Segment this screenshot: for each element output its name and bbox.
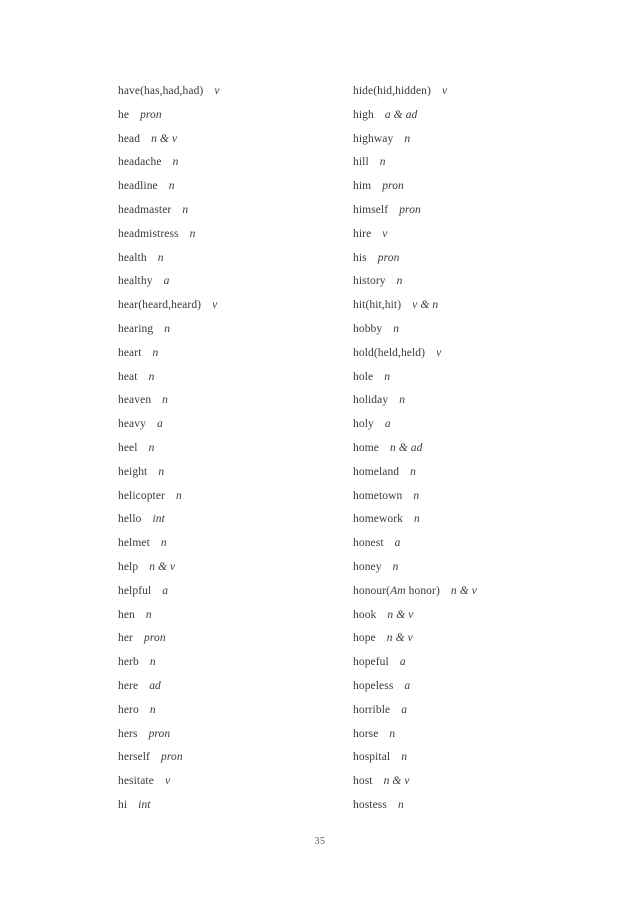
entry-word: hearing xyxy=(118,322,154,335)
word-entry xyxy=(353,175,583,199)
word-entry xyxy=(118,413,348,437)
word-entry xyxy=(353,746,583,770)
entry-pos: a xyxy=(163,275,170,288)
word-entry xyxy=(118,532,348,556)
word-entry xyxy=(118,80,348,104)
entry-pos: n xyxy=(401,751,408,764)
entry-word: holiday xyxy=(353,394,389,407)
entry-word: hello xyxy=(118,513,142,526)
entry-pos: n xyxy=(145,608,152,621)
word-entry xyxy=(118,366,348,390)
entry-word: horrible xyxy=(353,703,391,716)
vocabulary-column-left xyxy=(118,80,348,818)
entry-word: head xyxy=(118,132,141,145)
entry-pos: n xyxy=(162,394,169,407)
entry-word: hospital xyxy=(353,751,391,764)
word-entry xyxy=(118,770,348,794)
word-entry xyxy=(353,294,583,318)
entry-word: hide(hid,hidden) xyxy=(353,85,431,97)
word-entry xyxy=(118,294,348,318)
word-entry xyxy=(118,485,348,509)
entry-word: holy xyxy=(353,418,374,431)
word-entry xyxy=(118,270,348,294)
entry-pos: ad xyxy=(149,679,161,692)
word-entry xyxy=(118,580,348,604)
entry-pos: n xyxy=(168,180,175,193)
word-entry xyxy=(353,627,583,651)
entry-pos: n xyxy=(148,370,155,383)
word-entry xyxy=(118,389,348,413)
entry-word: health xyxy=(118,251,147,264)
entry-pos: n xyxy=(160,537,167,550)
word-entry xyxy=(353,270,583,294)
word-entry xyxy=(353,151,583,175)
entry-word: headache xyxy=(118,156,162,169)
entry-pos: n xyxy=(182,203,189,216)
word-entry xyxy=(353,247,583,271)
word-entry xyxy=(353,342,583,366)
word-entry xyxy=(353,223,583,247)
entry-word: heavy xyxy=(118,418,146,431)
entry-word: honest xyxy=(353,537,384,550)
entry-word: hill xyxy=(353,156,369,169)
word-entry xyxy=(353,80,583,104)
entry-pos: n xyxy=(413,489,420,502)
entry-pos: pron xyxy=(399,203,421,216)
entry-word: headline xyxy=(118,180,158,193)
entry-word: herb xyxy=(118,656,139,669)
word-entry xyxy=(118,128,348,152)
entry-pos: n xyxy=(384,370,391,383)
entry-pos: pron xyxy=(143,632,166,645)
entry-word: hometown xyxy=(353,489,403,502)
entry-pos: a xyxy=(162,584,169,597)
word-entry xyxy=(118,461,348,485)
word-entry xyxy=(118,746,348,770)
entry-pos: n xyxy=(389,727,396,740)
page-number: 35 xyxy=(314,836,326,847)
entry-word: hesitate xyxy=(118,775,154,788)
entry-pos: n xyxy=(189,227,196,240)
entry-pos: a xyxy=(404,679,411,692)
entry-pos: pron xyxy=(382,180,404,193)
entry-word: here xyxy=(118,679,139,692)
entry-word: herself xyxy=(118,751,150,764)
word-entry xyxy=(353,651,583,675)
entry-word: honour(Am honor) xyxy=(353,584,440,597)
word-entry xyxy=(118,651,348,675)
word-entry xyxy=(118,675,348,699)
entry-pos: n & v xyxy=(383,775,410,788)
entry-word: helmet xyxy=(118,537,150,550)
word-entry xyxy=(353,675,583,699)
entry-word: hold(held,held) xyxy=(353,346,426,359)
entry-word: have(has,had,had) xyxy=(118,85,204,97)
entry-word: highway xyxy=(353,132,394,145)
entry-pos: n xyxy=(152,346,159,359)
word-entry xyxy=(118,318,348,342)
word-entry xyxy=(353,104,583,128)
entry-word: horse xyxy=(353,727,379,740)
entry-word: help xyxy=(118,560,139,573)
word-entry xyxy=(353,699,583,723)
word-entry xyxy=(118,699,348,723)
entry-pos: a xyxy=(384,418,391,431)
entry-word: headmistress xyxy=(118,227,179,240)
entry-pos: n & v xyxy=(149,560,176,573)
entry-word: hobby xyxy=(353,322,383,335)
entry-pos: n xyxy=(379,156,386,169)
word-entry xyxy=(118,342,348,366)
entry-word: him xyxy=(353,180,372,193)
entry-word: heart xyxy=(118,346,142,359)
entry-word: host xyxy=(353,775,373,788)
word-entry xyxy=(353,437,583,461)
entry-pos: v xyxy=(212,299,218,312)
entry-pos: n xyxy=(149,656,156,669)
word-entry xyxy=(118,723,348,747)
entry-word: he xyxy=(118,108,130,121)
entry-word: his xyxy=(353,251,367,264)
word-entry xyxy=(353,461,583,485)
word-entry xyxy=(353,485,583,509)
entry-word: high xyxy=(353,108,374,121)
word-entry xyxy=(118,508,348,532)
word-entry xyxy=(353,508,583,532)
entry-word: honey xyxy=(353,560,382,573)
entry-pos: v & n xyxy=(412,299,439,312)
entry-pos: v xyxy=(436,346,442,359)
entry-pos: n xyxy=(175,489,182,502)
word-entry xyxy=(353,389,583,413)
entry-word: her xyxy=(118,632,133,645)
word-entry xyxy=(353,318,583,342)
entry-word: heel xyxy=(118,441,138,454)
entry-word: hire xyxy=(353,227,372,240)
entry-pos: a xyxy=(394,537,401,550)
word-entry xyxy=(118,556,348,580)
entry-pos: n xyxy=(157,251,164,264)
word-entry xyxy=(353,532,583,556)
word-entry xyxy=(353,794,583,818)
entry-pos: a xyxy=(399,656,406,669)
vocabulary-column-right xyxy=(353,80,583,818)
word-entry xyxy=(353,199,583,223)
entry-pos: n xyxy=(158,465,165,478)
entry-pos: a xyxy=(401,703,408,716)
word-entry xyxy=(353,723,583,747)
entry-pos: int xyxy=(138,798,151,811)
entry-word: home xyxy=(353,441,379,454)
entry-pos: v xyxy=(382,227,388,240)
entry-word: hen xyxy=(118,608,135,621)
entry-pos: v xyxy=(441,85,448,97)
entry-word: healthy xyxy=(118,275,153,288)
word-entry xyxy=(118,794,348,818)
entry-pos: v xyxy=(214,85,220,97)
entry-word: helpful xyxy=(118,584,152,597)
entry-pos: n & v xyxy=(386,632,413,645)
entry-pos: a & ad xyxy=(384,108,418,121)
word-entry xyxy=(118,199,348,223)
entry-word: hook xyxy=(353,608,377,621)
entry-pos: pron xyxy=(377,251,400,264)
entry-pos: pron xyxy=(161,751,183,764)
entry-word: heat xyxy=(118,370,138,383)
word-entry xyxy=(118,604,348,628)
entry-pos: n & ad xyxy=(389,441,423,454)
word-entry xyxy=(118,175,348,199)
entry-pos: n xyxy=(413,513,420,526)
entry-pos: v xyxy=(164,775,171,788)
entry-word: himself xyxy=(353,203,389,216)
entry-pos: n xyxy=(392,560,399,573)
entry-pos: n xyxy=(172,156,179,169)
entry-pos: n xyxy=(410,465,417,478)
word-entry xyxy=(118,247,348,271)
entry-word: hopeful xyxy=(353,656,389,669)
word-entry xyxy=(118,223,348,247)
entry-pos: a xyxy=(156,418,163,431)
word-entry xyxy=(353,366,583,390)
entry-pos: n & v xyxy=(450,584,477,597)
entry-word: headmaster xyxy=(118,203,172,216)
entry-pos: n xyxy=(164,322,171,335)
word-entry xyxy=(118,104,348,128)
entry-pos: pron xyxy=(140,108,162,121)
entry-word: hopeless xyxy=(353,679,394,692)
entry-word: hear(heard,heard) xyxy=(118,299,202,312)
entry-word: heaven xyxy=(118,394,152,407)
entry-word: hero xyxy=(118,703,139,716)
entry-pos: n xyxy=(148,441,155,454)
word-entry xyxy=(353,770,583,794)
entry-word: height xyxy=(118,465,148,478)
word-entry xyxy=(353,580,583,604)
entry-pos: n xyxy=(396,275,403,288)
word-entry xyxy=(353,128,583,152)
entry-pos: n xyxy=(404,132,411,145)
entry-pos: n & v xyxy=(151,132,178,145)
entry-word: hole xyxy=(353,370,374,383)
entry-pos: pron xyxy=(148,727,171,740)
entry-word: hi xyxy=(118,798,128,811)
word-entry xyxy=(353,604,583,628)
word-entry xyxy=(353,556,583,580)
entry-word: hers xyxy=(118,727,138,740)
entry-pos: n & v xyxy=(387,608,414,621)
entry-pos: n xyxy=(399,394,406,407)
entry-pos: int xyxy=(152,513,165,526)
entry-pos: n xyxy=(397,798,404,811)
entry-pos: n xyxy=(149,703,156,716)
entry-word: homework xyxy=(353,513,403,526)
word-entry xyxy=(118,437,348,461)
entry-word: hostess xyxy=(353,798,387,811)
word-entry xyxy=(353,413,583,437)
entry-word: history xyxy=(353,275,386,288)
entry-word: homeland xyxy=(353,465,400,478)
entry-pos: n xyxy=(393,322,400,335)
entry-word: hope xyxy=(353,632,376,645)
word-entry xyxy=(118,627,348,651)
word-entry xyxy=(118,151,348,175)
entry-word: hit(hit,hit) xyxy=(353,299,402,312)
entry-word: helicopter xyxy=(118,489,165,502)
